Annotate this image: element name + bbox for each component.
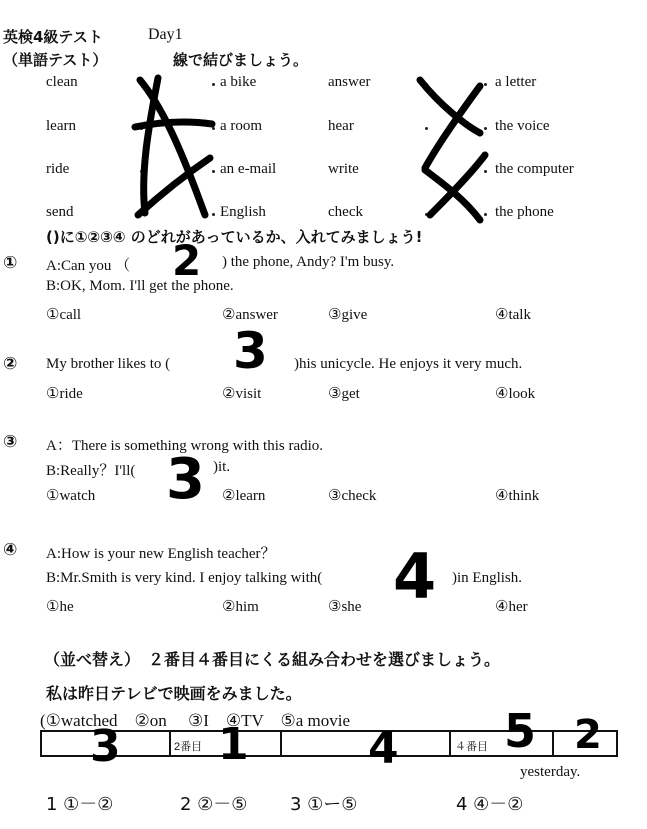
reorder-choice-2: 2 ②－⑤ [180,794,248,815]
question-1-number: ① [3,253,18,273]
question-3-number: ③ [3,432,18,452]
table-handwritten-1: 3 [90,721,121,772]
section-vocab-instruction: 線で結びましょう。 [173,51,309,69]
reorder-choice-3: 3 ①ー⑤ [290,794,358,815]
table-handwritten-2: 1 [218,719,249,770]
question-3-option-2: ②learn [222,488,266,504]
match-right-b-4: the phone [495,204,554,220]
question-4-line-a: A:How is your new English teacher？ [46,546,276,562]
section-fill-instruction: ()に①②③④ のどれがあっているか、入れてみましょう! [46,228,423,246]
section-reorder-heading: （並べ替え） ２番目４番目にくる組み合わせを選びましょう。 [44,650,501,669]
reorder-sentence-end: yesterday. [520,764,581,780]
match-right-b-3: the computer [495,161,574,177]
question-1-option-1: ①call [46,307,82,323]
question-2-handwritten-answer: 3 [233,322,268,380]
question-3-option-4: ④think [495,488,540,504]
table-handwritten-3: 4 [368,723,399,774]
question-1-option-4: ④talk [495,307,531,323]
match-right-a-3: an e-mail [220,161,277,177]
match-left-b-3: write [328,161,359,177]
table-divider [552,732,554,755]
question-2-option-4: ④look [495,386,536,402]
reorder-choice-4: 4 ④－② [456,794,524,815]
table-divider [169,732,171,755]
page-title: 英検4級テスト [3,28,103,46]
question-4-handwritten-answer: 4 [393,540,437,613]
match-right-a-1: a bike [220,74,257,90]
question-2-option-1: ①ride [46,386,83,402]
question-1-option-3: ③give [328,307,368,323]
question-2-line-a-end: )his unicycle. He enjoys it very much. [294,356,523,372]
question-4-option-1: ①he [46,599,74,615]
question-3-option-3: ③check [328,488,377,504]
question-4-line-b-start: B:Mr.Smith is very kind. I enjoy talking with( [46,570,323,586]
question-1-line-a-start: A:Can you （ [46,258,131,274]
question-1-line-b: B:OK, Mom. I'll get the phone. [46,278,234,294]
question-3-line-b-end: )it. [213,459,231,475]
match-left-b-4: check [328,204,363,220]
reorder-choice-1: 1 ①－② [46,794,114,815]
question-2-number: ② [3,354,18,374]
question-4-number: ④ [3,540,18,560]
match-right-b-1: a letter [495,74,537,90]
question-1-handwritten-answer: 2 [172,236,202,285]
reorder-sentence: 私は昨日テレビで映画をみました。 [46,684,302,703]
table-handwritten-5: 2 [574,712,602,758]
match-right-a-2: a room [220,118,263,134]
question-2-line-a-start: My brother likes to ( [46,356,171,372]
match-left-b-1: answer [328,74,371,90]
reorder-word-options: (①watched ②on ③I ④TV ⑤a movie [40,711,351,730]
question-4-option-4: ④her [495,599,528,615]
question-3-option-1: ①watch [46,488,96,504]
match-left-a-3: ride [46,161,70,177]
match-left-a-1: clean [46,74,78,90]
match-right-b-2: the voice [495,118,550,134]
day-label: Day1 [148,26,183,43]
match-right-a-4: English [220,204,266,220]
question-3-line-a: A：There is something wrong with this radio. [46,438,324,454]
match-left-a-4: send [46,204,74,220]
question-1-option-2: ②answer [222,307,278,323]
question-4-line-b-end: )in English. [452,570,522,586]
question-1-line-a-end: ) the phone, Andy? I'm busy. [222,254,395,270]
question-2-option-3: ③get [328,386,360,402]
question-4-option-3: ③she [328,599,362,615]
section-vocab-label: （単語テスト） [3,51,108,69]
table-divider [449,732,451,755]
question-3-line-b-start: B:Really？I'll( [46,463,136,479]
table-divider [280,732,282,755]
question-2-option-2: ②visit [222,386,262,402]
match-left-b-2: hear [328,118,354,134]
table-cell-label-second: 2番目 [174,741,203,753]
question-3-handwritten-answer: 3 [166,447,205,512]
match-left-a-2: learn [46,118,76,134]
table-handwritten-4: 5 [504,704,537,758]
question-4-option-2: ②him [222,599,259,615]
table-cell-label-fourth: ４番目 [455,741,488,753]
